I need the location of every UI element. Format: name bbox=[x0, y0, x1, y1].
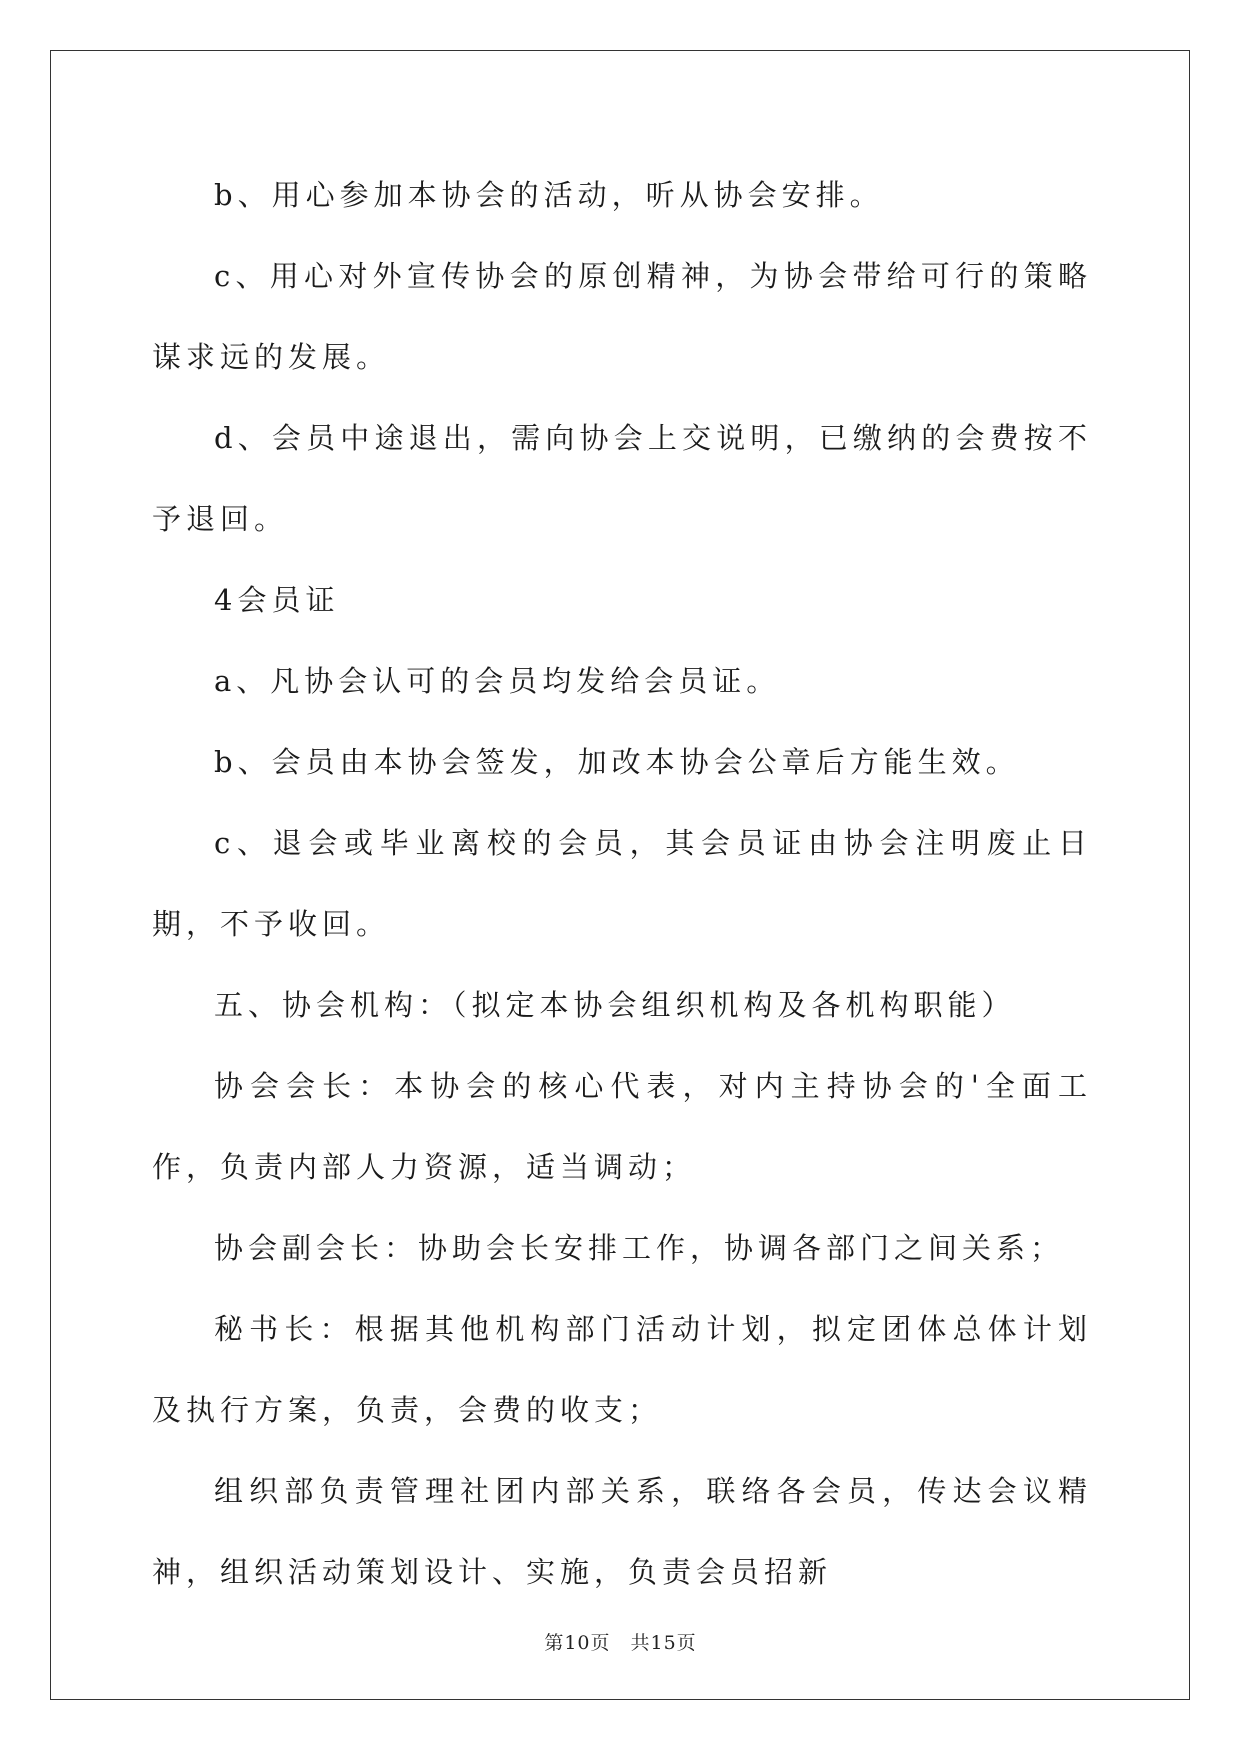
paragraph-organization-dept: 组织部负责管理社团内部关系，联络各会员，传达会议精神，组织活动策划设计、实施，负责会员招新 bbox=[152, 1474, 1092, 1589]
paragraph-vice-president: 协会副会长：协助会长安排工作，协调各部门之间关系； bbox=[214, 1231, 1065, 1265]
paragraph-rights-b: b、用心参加本协会的活动，听从协会安排。 bbox=[214, 178, 884, 212]
paragraph-card-a: a、凡协会认可的会员均发给会员证。 bbox=[214, 664, 781, 698]
paragraph-card-b: b、会员由本协会签发，加改本协会公章后方能生效。 bbox=[214, 745, 1020, 779]
section-heading-organization: 五、协会机构：（拟定本协会组织机构及各机构职能） bbox=[214, 988, 1016, 1022]
page-footer bbox=[0, 1628, 1241, 1655]
paragraph-rights-d: d、会员中途退出，需向协会上交说明，已缴纳的会费按不予退回。 bbox=[152, 421, 1092, 536]
paragraph-card-c: c、退会或毕业离校的会员，其会员证由协会注明废止日期，不予收回。 bbox=[152, 826, 1092, 941]
section-heading-membership-card: 4会员证 bbox=[214, 583, 340, 617]
paragraph-secretary-general: 秘书长：根据其他机构部门活动计划，拟定团体总体计划及执行方案，负责，会费的收支； bbox=[152, 1312, 1092, 1427]
document-body bbox=[152, 155, 1092, 1613]
page-total: 共15页 bbox=[630, 1632, 697, 1654]
page-number: 第10页 bbox=[544, 1632, 611, 1654]
paragraph-rights-c: c、用心对外宣传协会的原创精神，为协会带给可行的策略谋求远的发展。 bbox=[152, 259, 1092, 374]
paragraph-president: 协会会长：本协会的核心代表，对内主持协会的'全面工作，负责内部人力资源，适当调动； bbox=[152, 1069, 1092, 1184]
